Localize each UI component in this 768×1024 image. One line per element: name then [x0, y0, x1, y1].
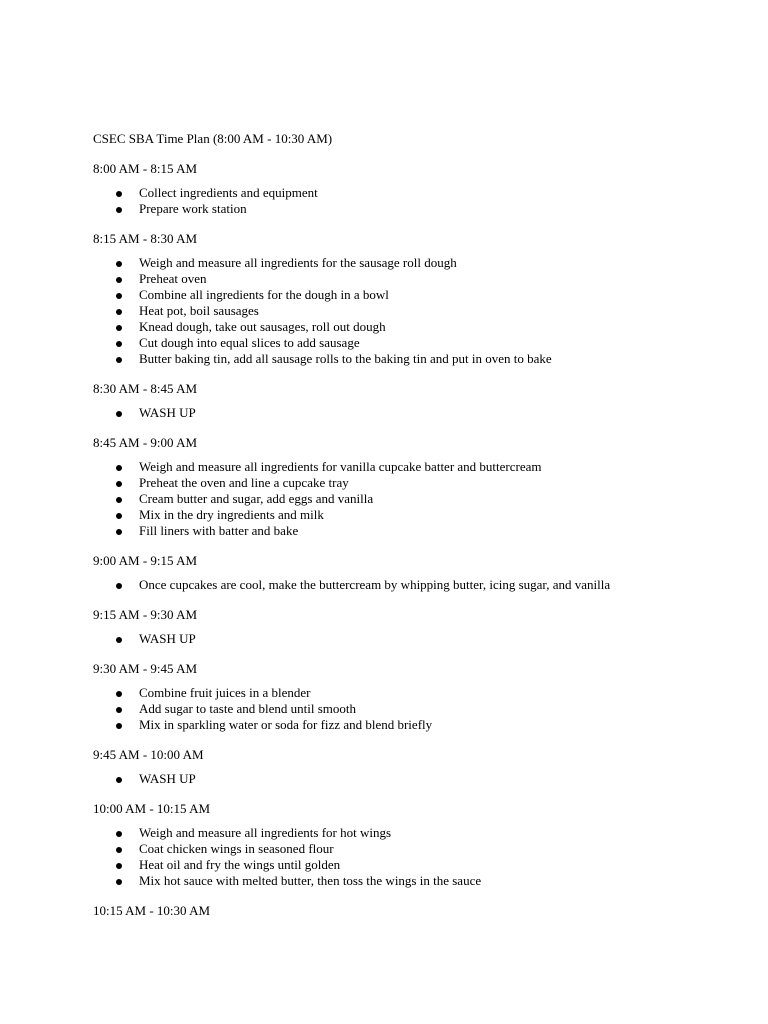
task-text: WASH UP	[139, 771, 196, 786]
task-list	[93, 405, 733, 421]
time-slots	[93, 161, 733, 919]
bullet-icon	[116, 777, 122, 783]
time-slot	[93, 661, 733, 733]
time-slot-heading: 9:30 AM - 9:45 AM	[93, 661, 198, 676]
task-item	[93, 841, 733, 857]
time-slot	[93, 231, 733, 367]
task-text: Cut dough into equal slices to add sausage	[139, 335, 360, 350]
task-item	[93, 335, 733, 351]
bullet-icon	[116, 277, 122, 283]
time-slot	[93, 553, 733, 593]
task-item	[93, 873, 733, 889]
task-text: WASH UP	[139, 405, 196, 420]
task-text: WASH UP	[139, 631, 196, 646]
task-item	[93, 287, 733, 303]
task-list	[93, 631, 733, 647]
time-slot	[93, 801, 733, 889]
bullet-icon	[116, 529, 122, 535]
task-text: Combine fruit juices in a blender	[139, 685, 311, 700]
task-text: Heat pot, boil sausages	[139, 303, 259, 318]
bullet-icon	[116, 191, 122, 197]
task-item	[93, 185, 733, 201]
time-slot-heading: 8:30 AM - 8:45 AM	[93, 381, 198, 396]
task-item	[93, 271, 733, 287]
time-slot	[93, 747, 733, 787]
task-text: Add sugar to taste and blend until smooth	[139, 701, 357, 716]
task-text: Combine all ingredients for the dough in a bowl	[139, 287, 389, 302]
bullet-icon	[116, 309, 122, 315]
bullet-icon	[116, 691, 122, 697]
task-text: Mix in sparkling water or soda for fizz and blend briefly	[139, 717, 433, 732]
task-text: Cream butter and sugar, add eggs and vanilla	[139, 491, 374, 506]
task-item	[93, 201, 733, 217]
time-slot	[93, 161, 733, 217]
document-title: CSEC SBA Time Plan (8:00 AM - 10:30 AM)	[93, 131, 333, 146]
task-list	[93, 185, 733, 217]
bullet-icon	[116, 465, 122, 471]
task-text: Fill liners with batter and bake	[139, 523, 299, 538]
bullet-icon	[116, 207, 122, 213]
bullet-icon	[116, 341, 122, 347]
time-slot-heading: 9:45 AM - 10:00 AM	[93, 747, 204, 762]
bullet-icon	[116, 879, 122, 885]
time-slot-heading: 10:00 AM - 10:15 AM	[93, 801, 211, 816]
task-text: Weigh and measure all ingredients for the sausage roll dough	[139, 255, 457, 270]
task-item	[93, 717, 733, 733]
time-slot-heading: 8:45 AM - 9:00 AM	[93, 435, 198, 450]
bullet-icon	[116, 847, 122, 853]
task-text: Weigh and measure all ingredients for hot wings	[139, 825, 392, 840]
task-item	[93, 459, 733, 475]
bullet-icon	[116, 513, 122, 519]
task-text: Collect ingredients and equipment	[139, 185, 318, 200]
task-text: Knead dough, take out sausages, roll out dough	[139, 319, 386, 334]
task-text: Heat oil and fry the wings until golden	[139, 857, 341, 872]
task-text: Preheat the oven and line a cupcake tray	[139, 475, 349, 490]
task-list	[93, 685, 733, 733]
time-slot	[93, 435, 733, 539]
task-text: Prepare work station	[139, 201, 247, 216]
task-text: Once cupcakes are cool, make the buttercream by whipping butter, icing sugar, and vanilla	[139, 577, 611, 592]
task-item	[93, 475, 733, 491]
task-item	[93, 825, 733, 841]
task-item	[93, 523, 733, 539]
task-text: Butter baking tin, add all sausage rolls to the baking tin and put in oven to bake	[139, 351, 552, 366]
task-item	[93, 319, 733, 335]
task-item	[93, 701, 733, 717]
time-slot-heading: 8:15 AM - 8:30 AM	[93, 231, 198, 246]
task-text: Coat chicken wings in seasoned flour	[139, 841, 334, 856]
time-slot	[93, 381, 733, 421]
bullet-icon	[116, 723, 122, 729]
task-list	[93, 771, 733, 787]
time-slot	[93, 607, 733, 647]
task-item	[93, 255, 733, 271]
task-text: Mix in the dry ingredients and milk	[139, 507, 324, 522]
time-slot-heading: 10:15 AM - 10:30 AM	[93, 903, 211, 918]
task-item	[93, 771, 733, 787]
bullet-icon	[116, 637, 122, 643]
task-list	[93, 825, 733, 889]
task-item	[93, 405, 733, 421]
bullet-icon	[116, 261, 122, 267]
task-item	[93, 507, 733, 523]
bullet-icon	[116, 481, 122, 487]
bullet-icon	[116, 863, 122, 869]
bullet-icon	[116, 707, 122, 713]
time-slot-heading: 9:15 AM - 9:30 AM	[93, 607, 198, 622]
task-list	[93, 577, 733, 593]
document-body	[93, 131, 733, 927]
task-text: Mix hot sauce with melted butter, then toss the wings in the sauce	[139, 873, 482, 888]
task-text: Weigh and measure all ingredients for vanilla cupcake batter and buttercream	[139, 459, 542, 474]
task-item	[93, 351, 733, 367]
bullet-icon	[116, 497, 122, 503]
task-item	[93, 857, 733, 873]
bullet-icon	[116, 325, 122, 331]
bullet-icon	[116, 831, 122, 837]
bullet-icon	[116, 357, 122, 363]
bullet-icon	[116, 293, 122, 299]
task-item	[93, 491, 733, 507]
time-slot-heading: 8:00 AM - 8:15 AM	[93, 161, 198, 176]
task-item	[93, 303, 733, 319]
task-item	[93, 577, 733, 593]
task-list	[93, 459, 733, 539]
task-item	[93, 685, 733, 701]
task-list	[93, 255, 733, 367]
bullet-icon	[116, 411, 122, 417]
task-text: Preheat oven	[139, 271, 207, 286]
task-item	[93, 631, 733, 647]
time-slot-heading: 9:00 AM - 9:15 AM	[93, 553, 198, 568]
bullet-icon	[116, 583, 122, 589]
time-slot	[93, 903, 733, 919]
